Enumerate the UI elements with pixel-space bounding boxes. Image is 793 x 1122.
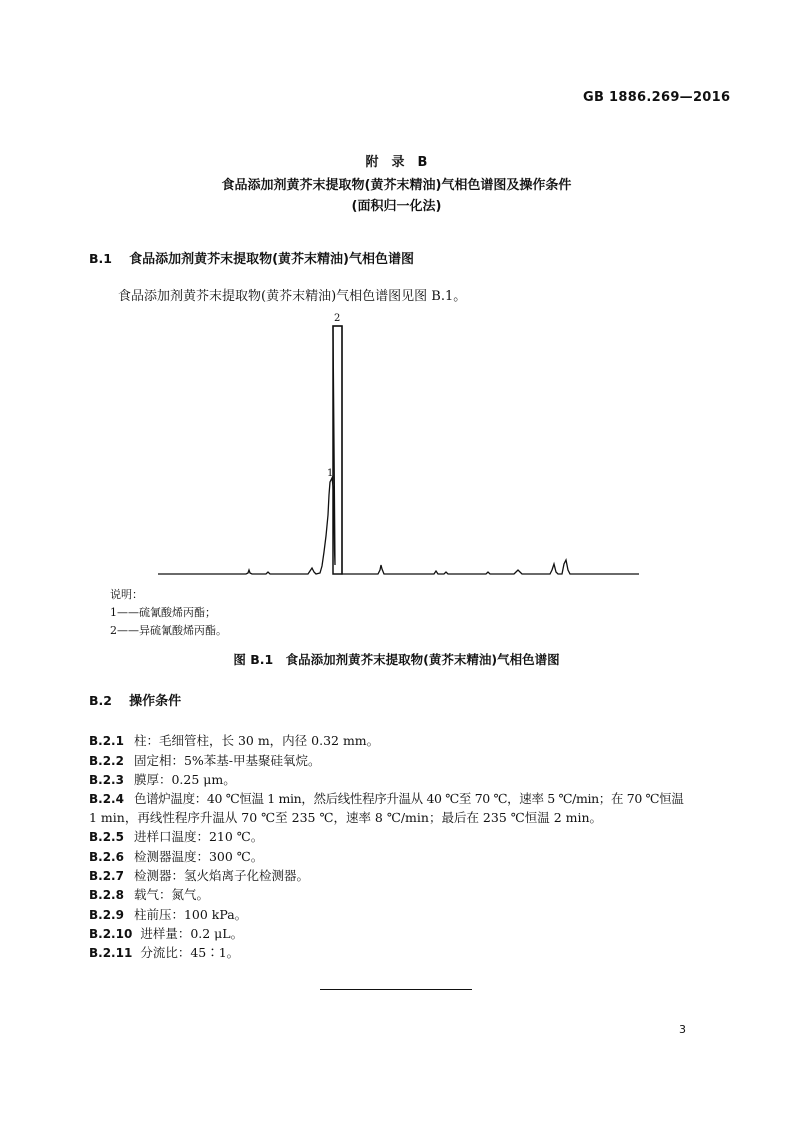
section-b2-heading — [89, 690, 181, 709]
condition-number: B.2.1 — [89, 734, 124, 748]
section-b1-paragraph: 食品添加剂黄芥末提取物(黄芥末精油)气相色谱图见图 B.1。 — [118, 289, 467, 304]
appendix-label: 附 录 B — [365, 155, 428, 170]
condition-text: 检测器：氢火焰离子化检测器。 — [133, 868, 309, 883]
condition-continuation: 1 min，再线性程序升温从 70 ℃至 235 ℃，速率 8 ℃/min；最后在 235 ℃恒温 2 min。 — [89, 810, 603, 825]
condition-text: 载气：氮气。 — [133, 887, 209, 902]
condition-item — [89, 847, 263, 865]
section-b2-number: B.2 — [89, 693, 112, 708]
condition-text: 柱：毛细管柱，长 30 m，内径 0.32 mm。 — [133, 733, 380, 748]
legend-item-1: 1——硫氰酸烯丙酯； — [110, 606, 216, 619]
condition-number: B.2.2 — [89, 754, 124, 768]
condition-number: B.2.7 — [89, 869, 124, 883]
condition-number: B.2.11 — [89, 946, 133, 960]
appendix-subtitle: (面积归一化法) — [351, 199, 442, 214]
peak-2-label: 2 — [334, 313, 341, 324]
peak-1-label: 1 — [327, 468, 334, 479]
page-number: 3 — [679, 1023, 686, 1036]
chromatogram-trace — [158, 326, 639, 574]
condition-text: 检测器温度：300 ℃。 — [133, 849, 264, 864]
section-b1-title: 食品添加剂黄芥末提取物(黄芥末精油)气相色谱图 — [129, 252, 414, 267]
legend-title: 说明： — [110, 588, 143, 601]
chromatogram-figure — [150, 310, 645, 580]
condition-item — [89, 924, 243, 942]
footer-rule — [320, 989, 472, 990]
condition-number: B.2.4 — [89, 792, 124, 806]
legend-item-2: 2——异硫氰酸烯丙酯。 — [110, 624, 227, 637]
condition-number: B.2.10 — [89, 927, 133, 941]
condition-number: B.2.9 — [89, 908, 124, 922]
section-b2-title: 操作条件 — [129, 694, 182, 709]
condition-text: 分流比：45∶1。 — [140, 945, 240, 960]
condition-item — [89, 789, 684, 807]
condition-item — [89, 905, 247, 923]
condition-number: B.2.6 — [89, 850, 124, 864]
condition-text: 膜厚：0.25 μm。 — [133, 772, 236, 787]
condition-item — [89, 885, 209, 903]
condition-item — [89, 731, 379, 749]
condition-item — [89, 751, 321, 769]
figure-caption: 图 B.1 食品添加剂黄芥末提取物(黄芥末精油)气相色谱图 — [233, 652, 560, 667]
condition-text: 固定相：5%苯基-甲基聚硅氧烷。 — [133, 753, 321, 768]
condition-item — [89, 866, 309, 884]
condition-item — [89, 770, 236, 788]
section-b1-heading — [89, 248, 414, 267]
section-b1-number: B.1 — [89, 251, 112, 266]
condition-text: 进样口温度：210 ℃。 — [133, 829, 264, 844]
condition-number: B.2.8 — [89, 888, 124, 902]
condition-text: 柱前压：100 kPa。 — [133, 907, 248, 922]
condition-text: 色谱炉温度：40 ℃恒温 1 min，然后线性程序升温从 40 ℃至 70 ℃，速率 5 ℃/min；在 70 ℃恒温 — [133, 791, 684, 806]
condition-text: 进样量：0.2 μL。 — [140, 926, 244, 941]
standard-code: GB 1886.269—2016 — [583, 90, 731, 105]
condition-number: B.2.5 — [89, 830, 124, 844]
condition-item — [89, 943, 239, 961]
appendix-title: 食品添加剂黄芥末提取物(黄芥末精油)气相色谱图及操作条件 — [221, 178, 572, 193]
condition-item — [89, 827, 263, 845]
condition-number: B.2.3 — [89, 773, 124, 787]
